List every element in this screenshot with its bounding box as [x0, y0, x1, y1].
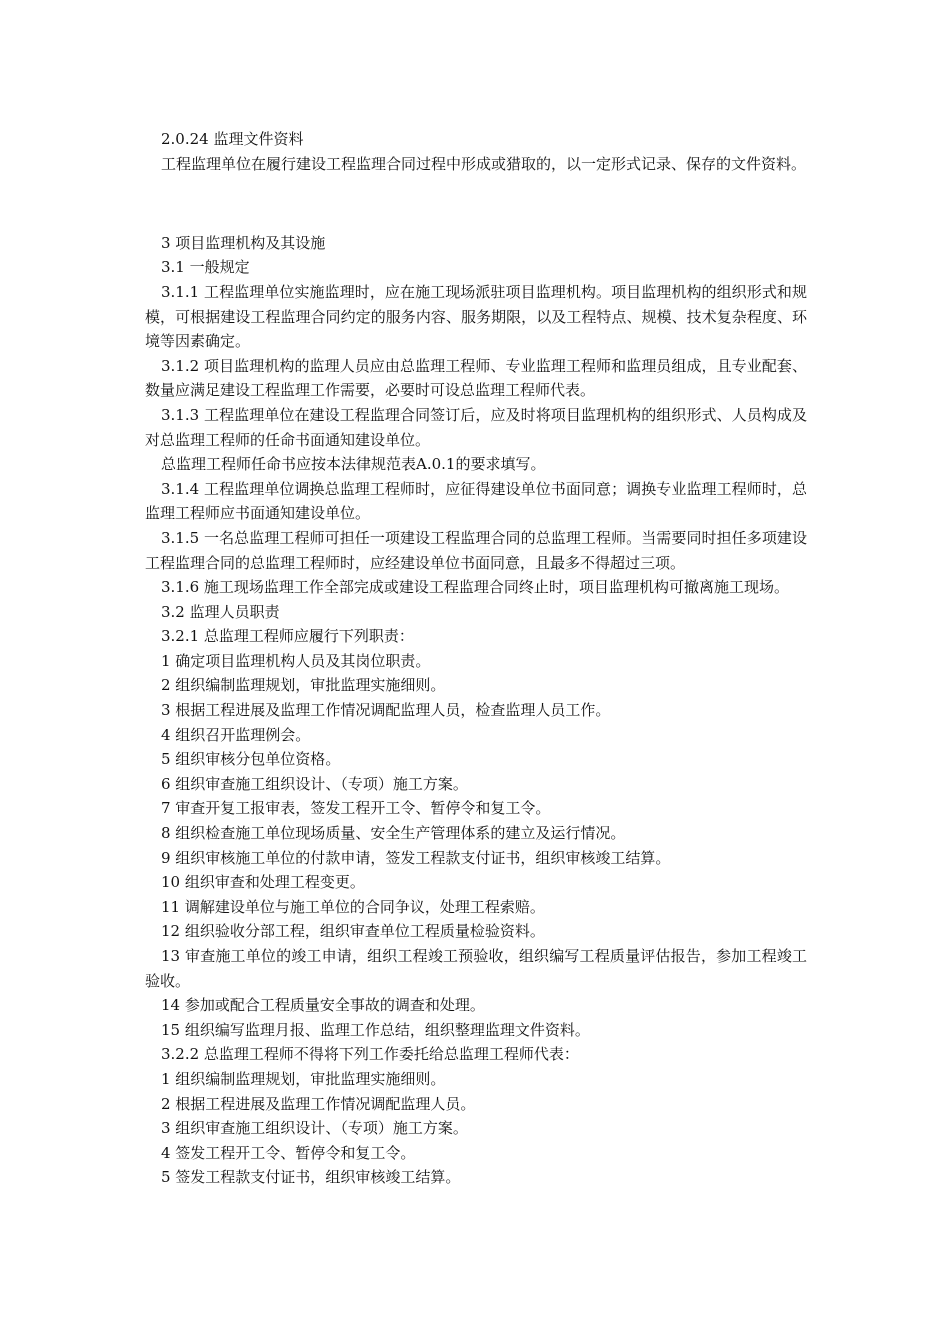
paragraph: 13 审查施工单位的竣工申请，组织工程竣工预验收，组织编写工程质量评估报告，参加工程竣工验收。	[145, 947, 807, 990]
paragraph: 10 组织审查和处理工程变更。	[161, 873, 365, 892]
paragraph: 1 确定项目监理机构人员及其岗位职责。	[161, 651, 431, 670]
paragraph: 3 项目监理机构及其设施	[161, 233, 326, 252]
document-body	[145, 127, 807, 1190]
paragraph: 14 参加或配合工程质量安全事故的调查和处理。	[161, 996, 485, 1015]
paragraph: 5 签发工程款支付证书，组织审核竣工结算。	[161, 1168, 461, 1187]
paragraph: 15 组织编写监理月报、监理工作总结，组织整理监理文件资料。	[161, 1020, 590, 1039]
paragraph: 3 组织审查施工组织设计、（专项）施工方案。	[161, 1119, 468, 1138]
paragraph: 3.2.2 总监理工程师不得将下列工作委托给总监理工程师代表：	[161, 1045, 579, 1064]
paragraph: 7 审查开复工报审表，签发工程开工令、暂停令和复工令。	[161, 799, 551, 818]
paragraph: 3.2.1 总监理工程师应履行下列职责：	[161, 627, 414, 646]
paragraph: 4 签发工程开工令、暂停令和复工令。	[161, 1143, 416, 1162]
paragraph: 2 组织编制监理规划，审批监理实施细则。	[161, 676, 446, 695]
blank-line	[145, 191, 807, 216]
paragraph: 3.1.4 工程监理单位调换总监理工程师时，应征得建设单位书面同意；调换专业监理工程师时，总监理工程师应书面通知建设单位。	[145, 479, 807, 523]
paragraph: 9 组织审核施工单位的付款申请，签发工程款支付证书，组织审核竣工结算。	[161, 848, 671, 867]
paragraph: 4 组织召开监理例会。	[161, 725, 311, 744]
paragraph: 工程监理单位在履行建设工程监理合同过程中形成或猎取的，以一定形式记录、保存的文件资料。	[161, 154, 807, 173]
paragraph: 3.1.5 一名总监理工程师可担任一项建设工程监理合同的总监理工程师。当需要同时担任多项建设工程监理合同的总监理工程师时，应经建设单位书面同意，且最多不得超过三项。	[145, 528, 807, 572]
paragraph: 1 组织编制监理规划，审批监理实施细则。	[161, 1069, 446, 1088]
paragraph: 2.0.24 监理文件资料	[161, 130, 304, 148]
paragraph: 11 调解建设单位与施工单位的合同争议，处理工程索赔。	[161, 897, 545, 916]
paragraph: 6 组织审查施工组织设计、（专项）施工方案。	[161, 774, 468, 793]
paragraph: 3.1.2 项目监理机构的监理人员应由总监理工程师、专业监理工程师和监理员组成，且专业配套、数量应满足建设工程监理工作需要，必要时可设总监理工程师代表。	[145, 356, 807, 400]
paragraph: 5 组织审核分包单位资格。	[161, 750, 341, 769]
paragraph: 总监理工程师任命书应按本法律规范表A.0.1的要求填写。	[161, 455, 546, 474]
paragraph: 3.1.3 工程监理单位在建设工程监理合同签订后，应及时将项目监理机构的组织形式、人员构成及对总监理工程师的任命书面通知建设单位。	[145, 405, 807, 449]
paragraph: 3.1.6 施工现场监理工作全部完成或建设工程监理合同终止时，项目监理机构可撤离施工现场。	[161, 578, 789, 597]
paragraph: 3 根据工程进展及监理工作情况调配监理人员，检查监理人员工作。	[161, 701, 611, 720]
paragraph: 12 组织验收分部工程，组织审查单位工程质量检验资料。	[161, 922, 545, 941]
paragraph: 3.1 一般规定	[161, 258, 250, 277]
paragraph: 3.2 监理人员职责	[161, 602, 280, 621]
paragraph: 3.1.1 工程监理单位实施监理时，应在施工现场派驻项目监理机构。项目监理机构的组织形式和规模，可根据建设工程监理合同约定的服务内容、服务期限，以及工程特点、规模、技术复杂程度、环境等因素确定。	[145, 282, 807, 351]
paragraph: 8 组织检查施工单位现场质量、安全生产管理体系的建立及运行情况。	[161, 824, 626, 843]
paragraph: 2 根据工程进展及监理工作情况调配监理人员。	[161, 1094, 476, 1113]
